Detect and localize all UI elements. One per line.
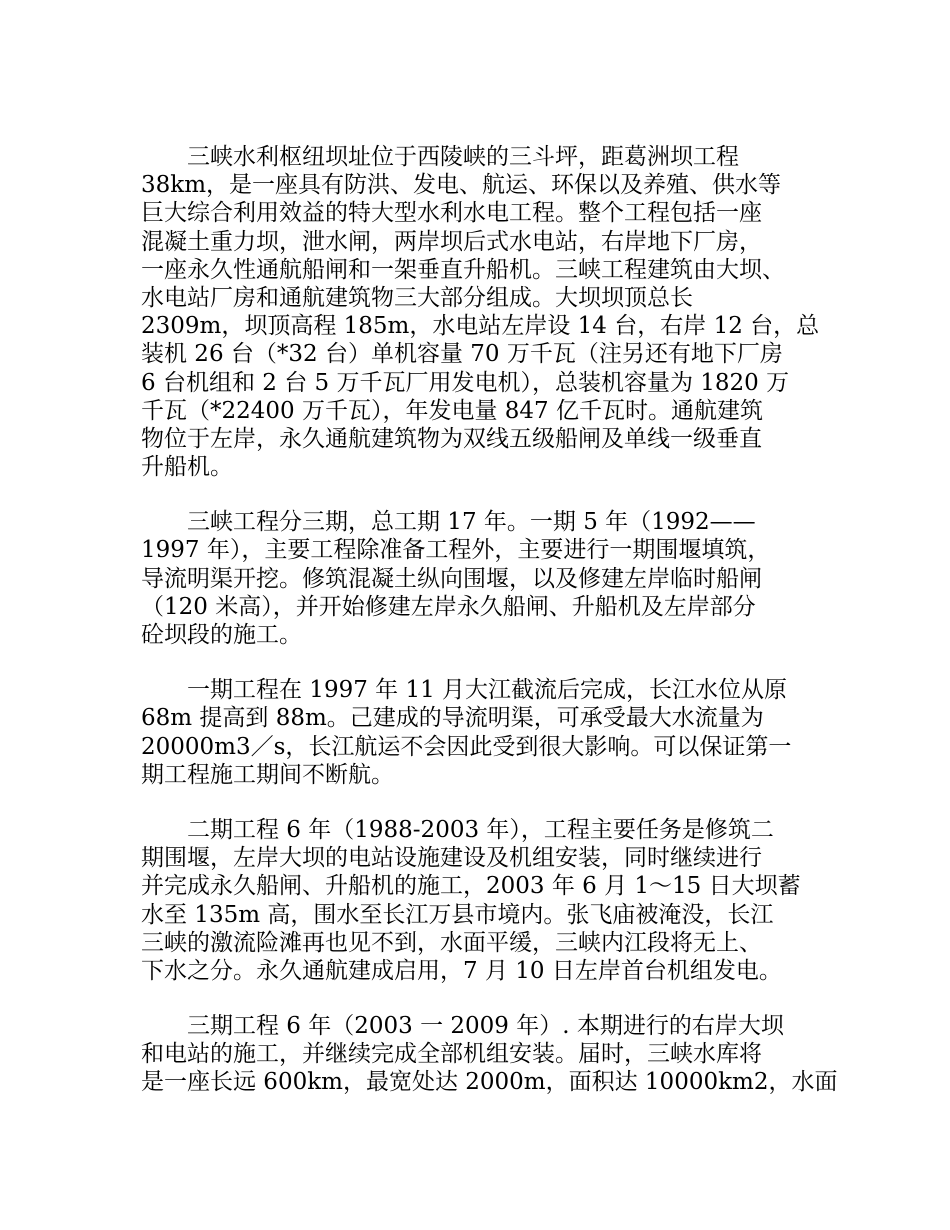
text-line: 期围堰，左岸大坝的电站设施建设及机组安装，同时继续进行	[141, 845, 762, 872]
text-line: 期工程施工期间不断航。	[141, 761, 394, 788]
text-line: 物位于左岸，永久通航建筑物为双线五级船闸及单线一级垂直	[141, 425, 762, 452]
text-line: 水至 135m 高，围水至长江万县市境内。张飞庙被淹没，长江	[141, 901, 774, 928]
text-line: 三峡工程分三期，总工期 17 年。一期 5 年（1992——	[141, 509, 756, 536]
text-line: 二期工程 6 年（1988-2003 年），工程主要任务是修筑二	[141, 816, 774, 843]
text-line: 1997 年），主要工程除准备工程外，主要进行一期围堰填筑，	[141, 537, 771, 564]
paragraph-phase-three	[141, 1012, 838, 1097]
paragraph-phase-two	[141, 816, 831, 985]
text-line: 20000m3／s，长江航运不会因此受到很大影响。可以保证第一	[141, 733, 792, 760]
text-line: 砼坝段的施工。	[141, 622, 302, 648]
text-line: 水电站厂房和通航建筑物三大部分组成。大坝坝顶总长	[141, 284, 693, 311]
text-line: 三期工程 6 年（2003 一 2009 年）. 本期进行的右岸大坝	[141, 1013, 784, 1040]
paragraph-phase-one	[141, 676, 831, 789]
text-line: 升船机。	[141, 454, 233, 481]
text-line: 38km，是一座具有防洪、发电、航运、环保以及养殖、供水等	[141, 172, 782, 199]
text-line: 一座永久性通航船闸和一架垂直升船机。三峡工程建筑由大坝、	[141, 256, 785, 283]
text-line: 混凝土重力坝，泄水闸，两岸坝后式水电站，右岸地下厂房，	[141, 228, 762, 255]
paragraph-project-phases	[141, 508, 831, 649]
text-line: 一期工程在 1997 年 11 月大江截流后完成，长江水位从原	[141, 677, 788, 704]
text-line: 并完成永久船闸、升船机的施工，2003 年 6 月 1～15 日大坝蓄	[141, 873, 801, 900]
text-line: （120 米高），并开始修建左岸永久船闸、升船机及左岸部分	[141, 593, 756, 620]
text-line: 是一座长远 600km，最宽处达 2000m，面积达 10000km2，水面	[141, 1069, 838, 1096]
text-line: 68m 提高到 88m。己建成的导流明渠，可承受最大水流量为	[141, 705, 764, 732]
text-line: 6 台机组和 2 台 5 万千瓦厂用发电机），总装机容量为 1820 万	[141, 369, 790, 396]
text-line: 千瓦（*22400 万千瓦），年发电量 847 亿千瓦时。通航建筑	[141, 397, 763, 424]
text-line: 装机 26 台（*32 台）单机容量 70 万千瓦（注另还有地下厂房	[141, 341, 783, 368]
text-line: 巨大综合利用效益的特大型水利水电工程。整个工程包括一座	[141, 200, 762, 227]
text-line: 2309m，坝顶高程 185m，水电站左岸设 14 台，右岸 12 台，总	[141, 313, 820, 340]
text-line: 三峡的激流险滩再也见不到，水面平缓，三峡内江段将无上、	[141, 929, 762, 956]
text-line: 导流明渠开挖。修筑混凝土纵向围堰，以及修建左岸临时船闸	[141, 565, 762, 592]
document-body	[141, 143, 838, 1124]
paragraph-dam-overview	[141, 143, 831, 481]
text-line: 和电站的施工，并继续完成全部机组安装。届时，三峡水库将	[141, 1041, 762, 1068]
text-line: 下水之分。永久通航建成启用，7 月 10 日左岸首台机组发电。	[141, 957, 782, 984]
text-line: 三峡水利枢纽坝址位于西陵峡的三斗坪，距葛洲坝工程	[141, 144, 739, 170]
